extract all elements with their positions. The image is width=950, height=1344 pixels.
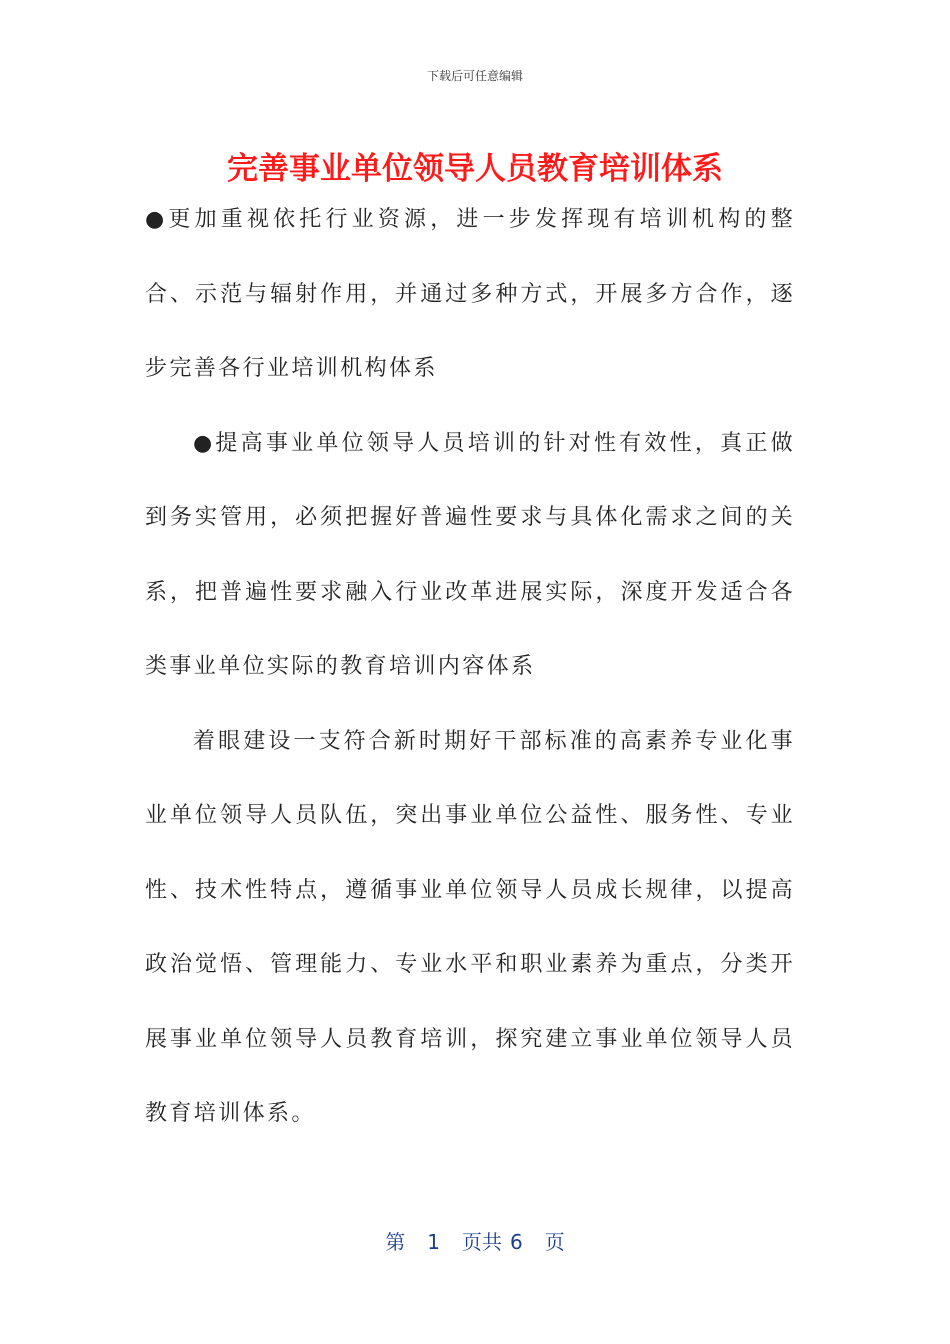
footer-prefix: 第 bbox=[385, 1230, 406, 1254]
footer-suffix: 页 bbox=[544, 1230, 565, 1254]
paragraph-2: ●提高事业单位领导人员培训的针对性有效性，真正做到务实管用，必须把握好普遍性要求与具体化需求之间的关系，把普遍性要求融入行业改革进展实际，深度开发适合各类事业单位实际的教育培训内容体系 bbox=[145, 430, 795, 679]
paragraph-3: 着眼建设一支符合新时期好干部标准的高素养专业化事业单位领导人员队伍，突出事业单位公益性、服务性、专业性、技术性特点，遵循事业单位领导人员成长规律，以提高政治觉悟、管理能力、专业水平和职业素养为重点，分类开展事业单位领导人员教育培训，探究建立事业单位领导人员教育培训体系。 bbox=[145, 728, 795, 1126]
header-note: 下载后可任意编辑 bbox=[426, 69, 523, 83]
paragraph-1: ●更加重视依托行业资源，进一步发挥现有培训机构的整合、示范与辐射作用，并通过多种方式，开展多方合作，逐步完善各行业培训机构体系 bbox=[145, 207, 795, 381]
page-footer bbox=[0, 1226, 950, 1255]
current-page-number: 1 bbox=[427, 1230, 440, 1254]
document-body bbox=[145, 183, 795, 1152]
footer-mid: 页共 bbox=[462, 1230, 502, 1254]
total-pages-number: 6 bbox=[510, 1230, 523, 1254]
document-title: 完善事业单位领导人员教育培训体系 bbox=[227, 151, 723, 187]
